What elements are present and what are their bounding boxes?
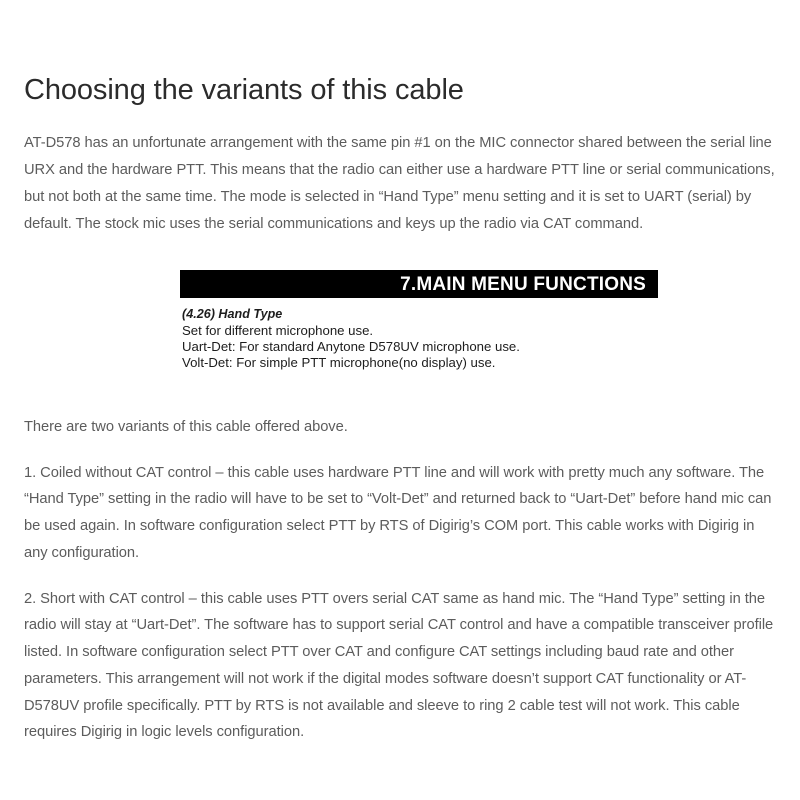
manual-line: Uart-Det: For standard Anytone D578UV microphone use. <box>182 339 520 355</box>
variant-one-paragraph: 1. Coiled without CAT control – this cable uses hardware PTT line and will work with pretty much any software. The “Hand Type” setting in the radio will have to be set to “Volt-Det” and returned back to “Uart-Det” before hand mic can be used again. In software configuration select PTT by RTS of Digirig’s COM port. This cable works with Digirig in any configuration. <box>24 464 772 561</box>
variants-intro-paragraph: There are two variants of this cable offered above. <box>24 418 348 435</box>
manual-banner <box>180 270 658 298</box>
variant-two-paragraph: 2. Short with CAT control – this cable uses PTT overs serial CAT same as hand mic. The “Hand Type” setting in the radio will stay at “Uart-Det”. The software has to support serial CAT control and have a compatible transceiver profile listed. In software configuration select PTT over CAT and configure CAT settings including baud rate and other parameters. This arrangement will not work if the digital modes software doesn’t support CAT functionality or AT-D578UV profile specifically. PTT by RTS is not available and sleeve to ring 2 cable test will not work. This cable requires Digirig in logic levels configuration. <box>24 590 774 741</box>
manual-line-heading: (4.26) Hand Type <box>182 307 283 322</box>
figure-spacer <box>24 372 776 392</box>
manual-excerpt-figure <box>180 237 658 372</box>
manual-body <box>180 298 658 372</box>
intro-paragraph: AT-D578 has an unfortunate arrangement with the same pin #1 on the MIC connector shared between the serial line URX and the hardware PTT. This means that the radio can either use a hardware PTT line or serial communications, but not both at the same time. The mode is selected in “Hand Type” menu setting and it is set to UART (serial) by default. The stock mic uses the serial communications and keys up the radio via CAT command. <box>24 135 775 232</box>
manual-line: Set for different microphone use. <box>182 322 374 338</box>
page-title: Choosing the variants of this cable <box>24 74 464 106</box>
manual-line: Volt-Det: For simple PTT microphone(no display) use. <box>182 355 496 371</box>
manual-banner-title: 7.MAIN MENU FUNCTIONS <box>400 273 646 295</box>
